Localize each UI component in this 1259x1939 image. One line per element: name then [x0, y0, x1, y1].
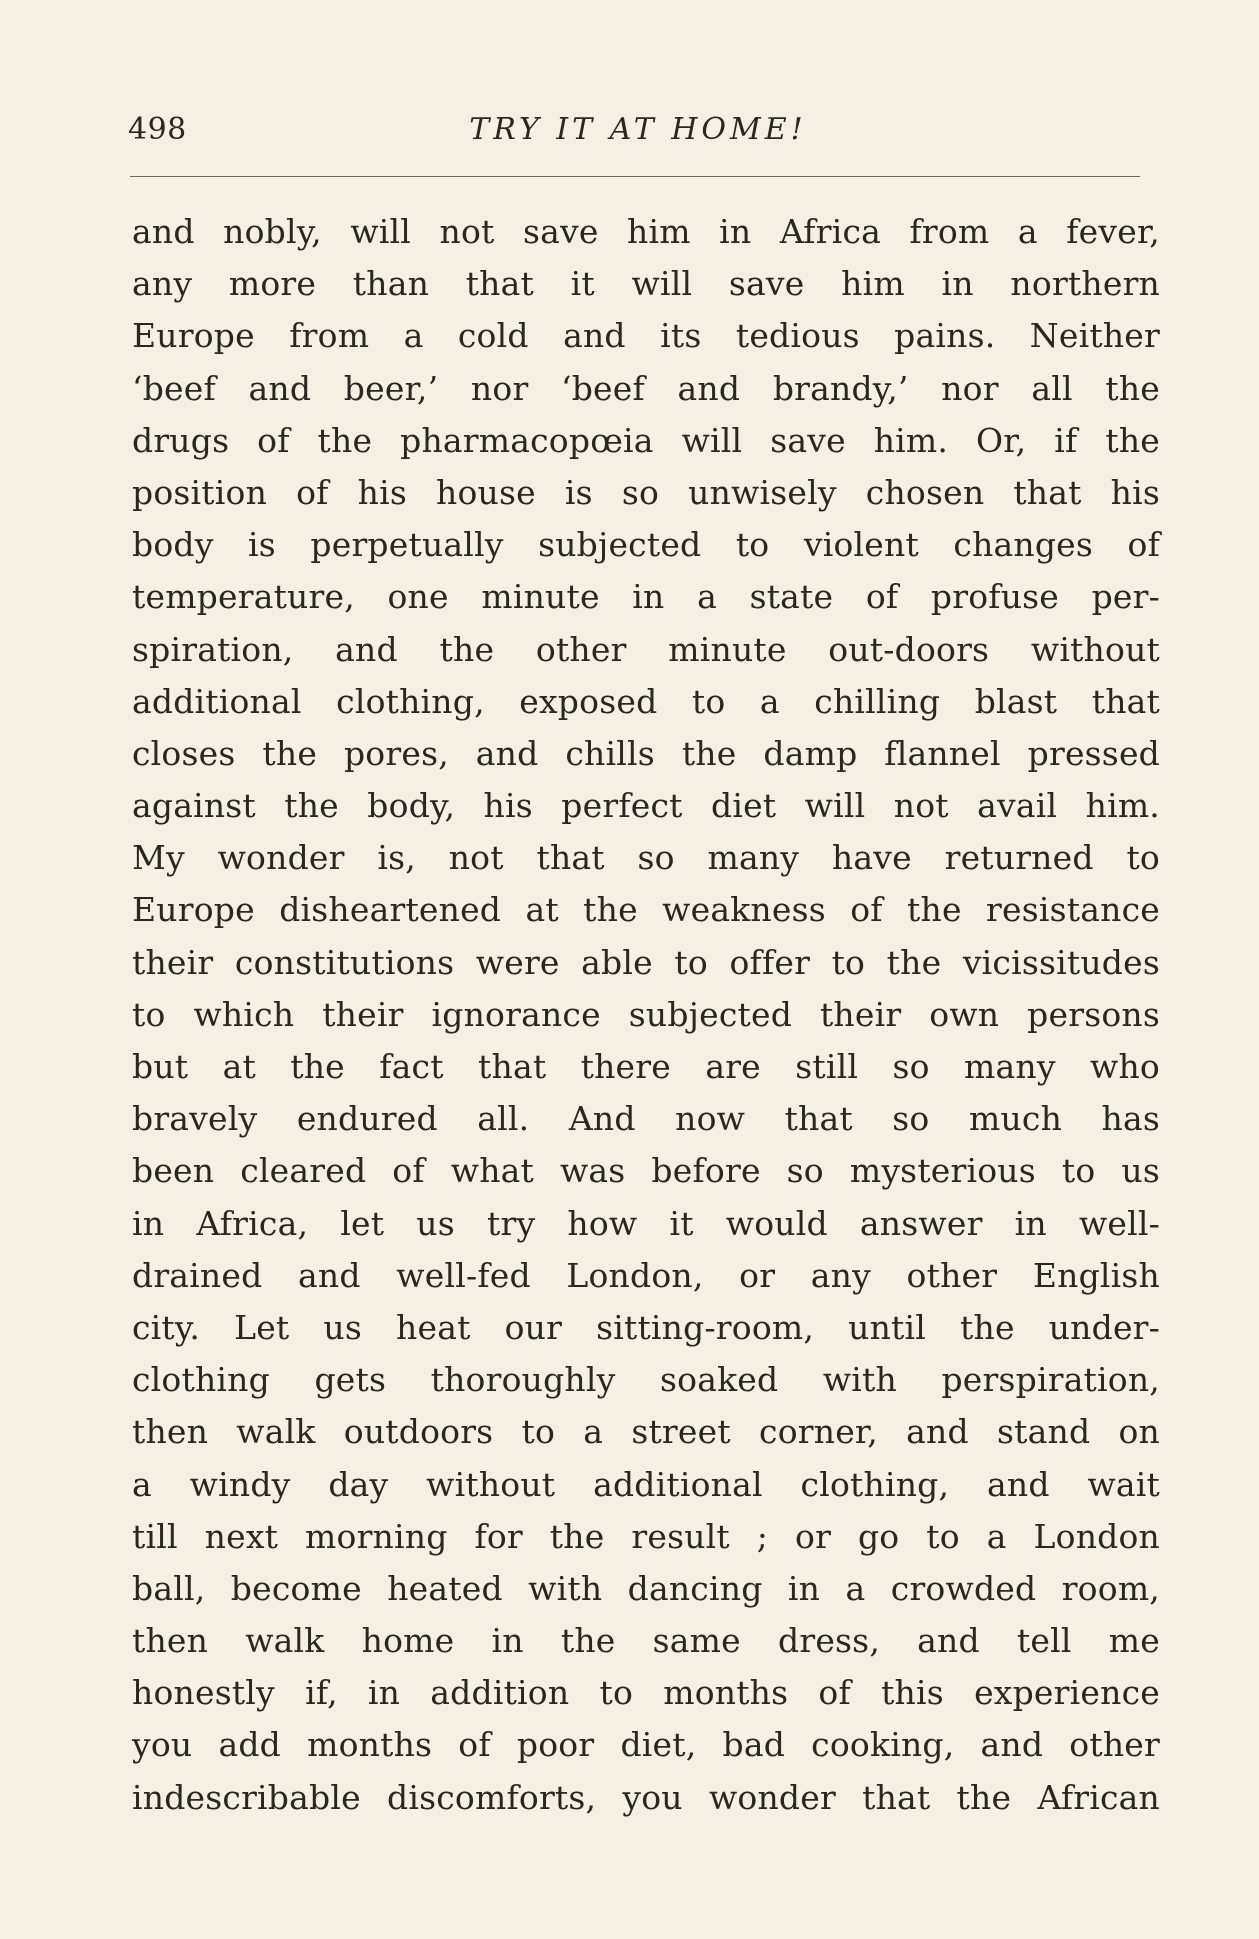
- text-line: till next morning for the result ; or go to a London: [132, 1516, 1160, 1556]
- text-line: in Africa, let us try how it would answer in well-: [132, 1203, 1160, 1243]
- text-line: and nobly, will not save him in Africa from a fever,: [132, 212, 1160, 251]
- text-line: bravely endured all. And now that so much has: [132, 1099, 1160, 1139]
- text-line: My wonder is, not that so many have returned to: [132, 838, 1160, 878]
- text-line: drained and well-fed London, or any other English: [132, 1255, 1160, 1295]
- text-line: been cleared of what was before so mysterious to us: [132, 1151, 1160, 1191]
- page-header: [128, 108, 1150, 156]
- text-line: closes the pores, and chills the damp flannel pressed: [132, 733, 1160, 773]
- text-line: a windy day without additional clothing, and wait: [132, 1464, 1160, 1504]
- text-line: honestly if, in addition to months of this experience: [132, 1673, 1160, 1713]
- text-line: spiration, and the other minute out-doors without: [132, 629, 1160, 669]
- header-rule: [130, 176, 1140, 177]
- text-line: any more than that it will save him in northern: [132, 264, 1160, 304]
- body-text: [132, 206, 1160, 1824]
- text-line: to which their ignorance subjected their own persons: [132, 994, 1160, 1034]
- text-line: Europe disheartened at the weakness of the resistance: [132, 890, 1160, 930]
- text-line: city. Let us heat our sitting-room, until the under-: [132, 1307, 1160, 1347]
- text-line: then walk outdoors to a street corner, and stand on: [132, 1412, 1160, 1452]
- page-number: 498: [128, 112, 187, 147]
- text-line: you add months of poor diet, bad cooking, and other: [132, 1725, 1160, 1765]
- running-head: TRY IT AT HOME!: [469, 112, 807, 147]
- text-line: body is perpetually subjected to violent changes of: [132, 525, 1160, 565]
- text-line: drugs of the pharmacopœia will save him. Or, if the: [132, 420, 1160, 460]
- text-line: ‘beef and beer,’ nor ‘beef and brandy,’ nor all the: [132, 368, 1160, 408]
- text-line: indescribable discomforts, you wonder that the African: [132, 1777, 1160, 1817]
- text-line: then walk home in the same dress, and tell me: [132, 1621, 1160, 1661]
- text-line: additional clothing, exposed to a chilling blast that: [132, 681, 1160, 721]
- text-line: their constitutions were able to offer to the vicissitudes: [132, 942, 1160, 982]
- text-line: against the body, his perfect diet will not avail him.: [132, 786, 1160, 826]
- text-line: clothing gets thoroughly soaked with perspiration,: [132, 1360, 1160, 1400]
- text-line: position of his house is so unwisely chosen that his: [132, 472, 1160, 512]
- text-line: but at the fact that there are still so many who: [132, 1047, 1160, 1086]
- text-line: ball, become heated with dancing in a crowded room,: [132, 1568, 1160, 1608]
- text-line: temperature, one minute in a state of profuse per-: [132, 577, 1160, 617]
- text-line: Europe from a cold and its tedious pains. Neither: [132, 316, 1160, 356]
